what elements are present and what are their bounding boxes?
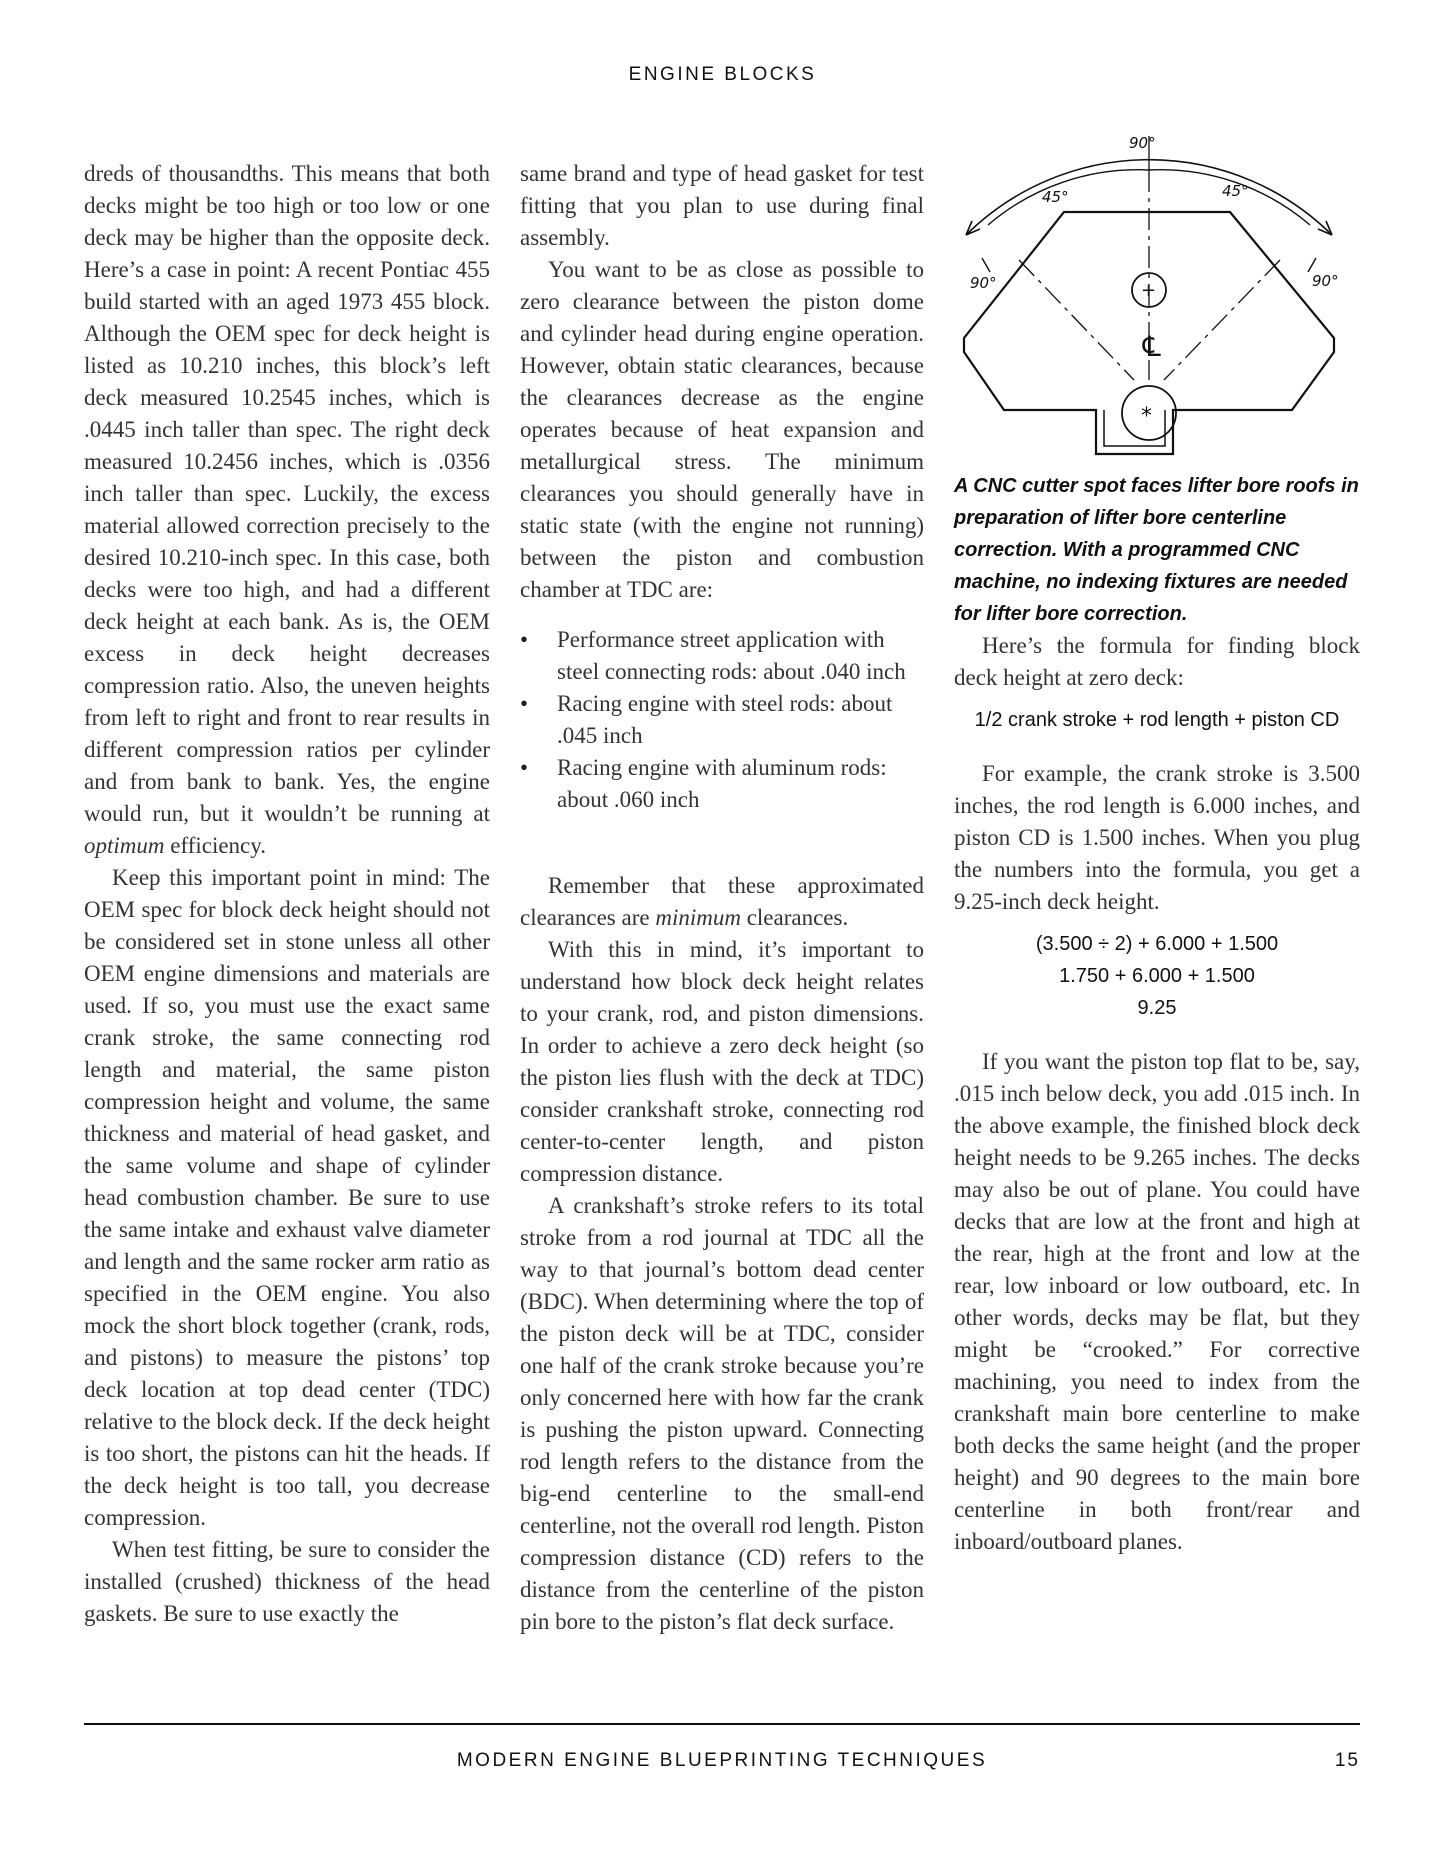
list-item: • Racing engine with aluminum rods: about .060 inch <box>520 752 924 816</box>
col2-paragraph-4: With this in mind, it’s important to understand how block deck height relates to your crank, rod, and piston dimensions. In order to achieve a zero deck height (so the piston lies flush with the deck at TDC) consider crankshaft stroke, connecting rod center-to-center length, and piston compression distance. <box>520 937 924 1186</box>
calculation-block <box>954 928 1360 1024</box>
col2-paragraph-2: You want to be as close as possible to zero clearance between the piston dome and cylinder head during engine operation. However, obtain static clearances, because the clearances decrease as the engine operates because of heat expansion and metallurgical stress. The minimum clearances you should generally have in static state (with the engine not running) between the piston and combustion chamber at TDC are: <box>520 257 924 602</box>
angle-label-right45: 45° <box>1222 182 1249 200</box>
angle-label-left45: 45° <box>1042 188 1069 206</box>
crankshaft-center-icon: * <box>1141 404 1152 429</box>
calculation-line: 9.25 <box>1137 997 1177 1019</box>
emphasis-minimum: minimum <box>655 905 741 930</box>
calculation-line: 1.750 + 6.000 + 1.500 <box>1059 965 1255 987</box>
col1-paragraph-3: When test fitting, be sure to consider the installed (crushed) thickness of the head gaskets. Be sure to use exactly the <box>84 1537 490 1626</box>
figure-caption: A CNC cutter spot faces lifter bore roofs in preparation of lifter bore centerline correction. With a programmed CNC machine, no indexing fixtures are needed for lifter bore correction. <box>954 475 1359 625</box>
column-1 <box>84 158 490 1630</box>
col3-paragraph-3: If you want the piston top flat to be, say, .015 inch below deck, you add .015 inch. In the above example, the finished block deck height needs to be 9.265 inches. The decks may also be out of plane. You could have decks that are low at the front and high at the rear, high at the front and low at the rear, low inboard or low outboard, etc. In other words, decks may be flat, but they might be “crooked.” For corrective machining, you need to index from the crankshaft main bore centerline to make both decks the same height (and the proper height) and 90 degrees to the main bore centerline in both front/rear and inboard/outboard planes. <box>954 1049 1360 1554</box>
col2-paragraph-5: A crankshaft’s stroke refers to its total stroke from a rod journal at TDC all the way to that journal’s bottom dead center (BDC). When determining where the top of the piston deck will be at TDC, consider one half of the crank stroke because you’re only concerned here with how far the crank is pushing the piston upward. Connecting rod length refers to the distance from the big-end centerline to the small-end centerline, not the overall rod length. Piston compression distance (CD) refers to the distance from the centerline of the piston pin bore to the piston’s flat deck surface. <box>520 1193 924 1634</box>
angle-label-left90: 90° <box>970 274 997 292</box>
col1-paragraph-1: dreds of thousandths. This means that both decks might be too high or too low or one deck may be higher than the opposite deck. Here’s a case in point: A recent Pontiac 455 build started with an aged 1973 455 block. Although the OEM spec for deck height is listed as 10.210 inches, this block’s left deck measured 10.2545 inches, which is .0445 inch taller than spec. The right deck measured 10.2456 inches, which is .0356 inch taller than spec. Luckily, the excess material allowed correction precisely to the desired 10.210-inch spec. In this case, both decks were too high, and had a different deck height at each bank. As is, the OEM excess in deck height decreases compression ratio. Also, the uneven heights from left to right and front to rear results in different compression ratios per cylinder and from bank to bank. Yes, the engine would run, but it wouldn’t be running at optimum efficiency. <box>84 161 490 858</box>
list-item: • Performance street application with steel connecting rods: about .040 inch <box>520 624 924 688</box>
col1-paragraph-2: Keep this important point in mind: The OEM spec for block deck height should not be considered set in stone unless all other OEM engine dimensions and materials are used. If so, you must use the exact same crank stroke, the same connecting rod length and material, the same piston compression height and volume, the same thickness and material of head gasket, and the same volume and shape of cylinder head combustion chamber. Be sure to use the same intake and exhaust valve diameter and length and the same rocker arm ratio as specified in the OEM engine. You also mock the short block together (crank, rods, and pistons) to measure the pistons’ top deck location at top dead center (TDC) relative to the block deck. If the deck height is too short, the pistons can hit the heads. If the deck height is too tall, you decrease compression. <box>84 865 490 1530</box>
footer-rule <box>84 1723 1360 1725</box>
column-3 <box>954 130 1360 1558</box>
lifter-bore-diagram <box>954 130 1360 470</box>
formula-zero-deck: 1/2 crank stroke + rod length + piston CD <box>974 709 1340 731</box>
calculation-line: (3.500 ÷ 2) + 6.000 + 1.500 <box>1035 933 1279 955</box>
centerline-symbol-icon: ℄ <box>1139 330 1165 363</box>
angle-label-right90: 90° <box>1312 272 1339 290</box>
col2-paragraph-3: Remember that these approximated clearances are minimum clearances. <box>520 873 924 930</box>
footer-book-title: MODERN ENGINE BLUEPRINTING TECHNIQUES <box>456 1750 988 1771</box>
running-head: ENGINE BLOCKS <box>628 64 817 85</box>
angle-label-top: 90° <box>1129 134 1156 152</box>
column-2 <box>520 158 924 1638</box>
emphasis-optimum: optimum <box>84 833 165 858</box>
col3-paragraph-1: Here’s the formula for finding block deck height at zero deck: <box>954 633 1360 690</box>
page-number: 15 <box>1334 1750 1360 1771</box>
clearance-list <box>520 624 924 816</box>
col3-paragraph-2: For example, the crank stroke is 3.500 inches, the rod length is 6.000 inches, and piston CD is 1.500 inches. When you plug the numbers into the formula, you get a 9.25-inch deck height. <box>954 761 1360 914</box>
plus-marker-icon: + <box>1141 280 1157 301</box>
col2-paragraph-1: same brand and type of head gasket for test fitting that you plan to use during final assembly. <box>520 161 924 250</box>
list-item: • Racing engine with steel rods: about .045 inch <box>520 688 924 752</box>
